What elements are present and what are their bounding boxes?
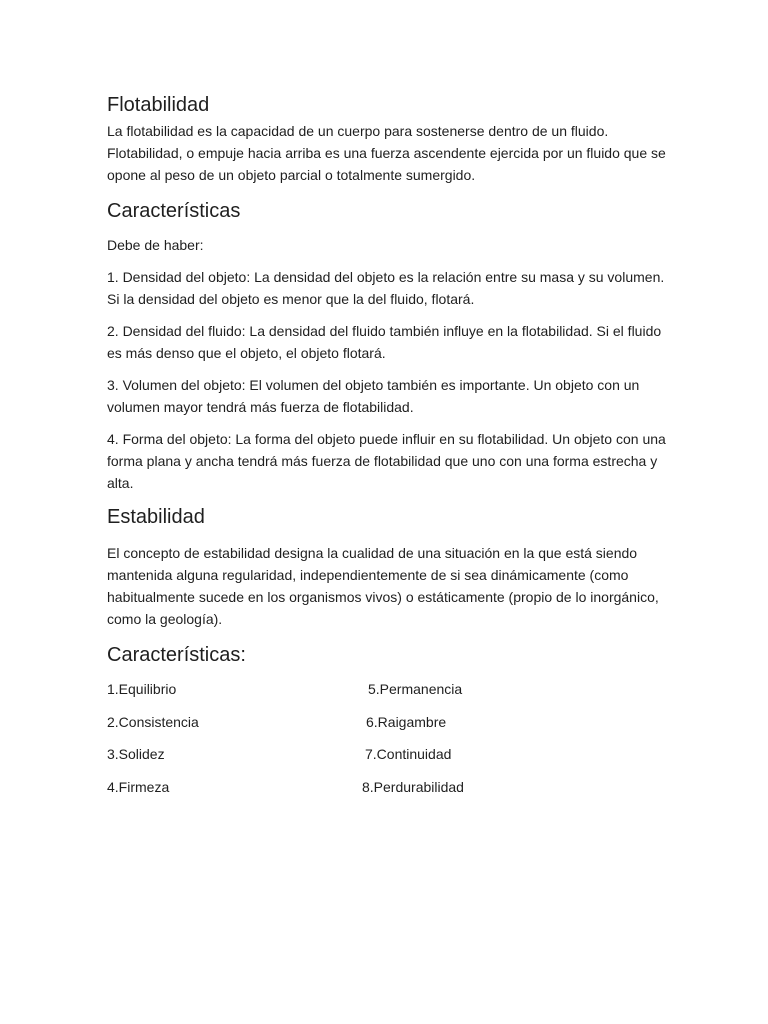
paragraph-estabilidad: El concepto de estabilidad designa la cualidad de una situación en la que está siendo mantenida alguna regularidad, independientemente de si sea dinámicamente (como habitualmente sucede en los organismos vivos) o estáticamente (propio de lo inorgánico, como la geología). bbox=[107, 545, 659, 627]
characteristics-list bbox=[107, 678, 667, 798]
list-item-continuidad: 7.Continuidad bbox=[365, 746, 452, 762]
heading-caracteristicas-1: Características bbox=[107, 200, 241, 222]
list-item-equilibrio: 1.Equilibrio bbox=[107, 681, 177, 697]
list-row bbox=[107, 678, 667, 700]
list-row bbox=[107, 776, 667, 798]
list-item-perdurabilidad: 8.Perdurabilidad bbox=[362, 778, 464, 795]
list-item-permanencia: 5.Permanencia bbox=[368, 681, 463, 697]
list-item-volumen-objeto: 3. Volumen del objeto: El volumen del objeto también es importante. Un objeto con un volumen mayor tendrá más fuerza de flotabilidad. bbox=[107, 377, 640, 415]
heading-estabilidad: Estabilidad bbox=[107, 506, 205, 528]
list-item-consistencia: 2.Consistencia bbox=[107, 713, 199, 730]
document-page bbox=[107, 92, 667, 808]
list-item-densidad-objeto: 1. Densidad del objeto: La densidad del objeto es la relación entre su masa y su volumen. Si la densidad del objeto es menor que la del fluido, flotará. bbox=[107, 269, 665, 307]
list-item-solidez: 3.Solidez bbox=[107, 746, 165, 762]
paragraph-flotabilidad: La flotabilidad es la capacidad de un cuerpo para sostenerse dentro de un fluido. Flotabilidad, o empuje hacia arriba es una fuerza ascendente ejercida por un fluido que se opone al peso de un objeto parcial o totalmente sumergido. bbox=[107, 123, 666, 183]
heading-caracteristicas-2: Características: bbox=[107, 644, 246, 666]
heading-flotabilidad: Flotabilidad bbox=[107, 94, 210, 116]
list-item-firmeza: 4.Firmeza bbox=[107, 778, 170, 795]
list-row bbox=[107, 743, 667, 765]
list-item-raigambre: 6.Raigambre bbox=[366, 713, 447, 730]
list-item-forma-objeto: 4. Forma del objeto: La forma del objeto puede influir en su flotabilidad. Un objeto con una forma plana y ancha tendrá más fuerza de flotabilidad que uno con una forma estrecha y alta. bbox=[107, 431, 666, 491]
list-item-densidad-fluido: 2. Densidad del fluido: La densidad del fluido también influye en la flotabilidad. Si el fluido es más denso que el objeto, el objeto flotará. bbox=[107, 323, 662, 361]
intro-debe-de-haber: Debe de haber: bbox=[107, 237, 204, 253]
list-row bbox=[107, 711, 667, 733]
